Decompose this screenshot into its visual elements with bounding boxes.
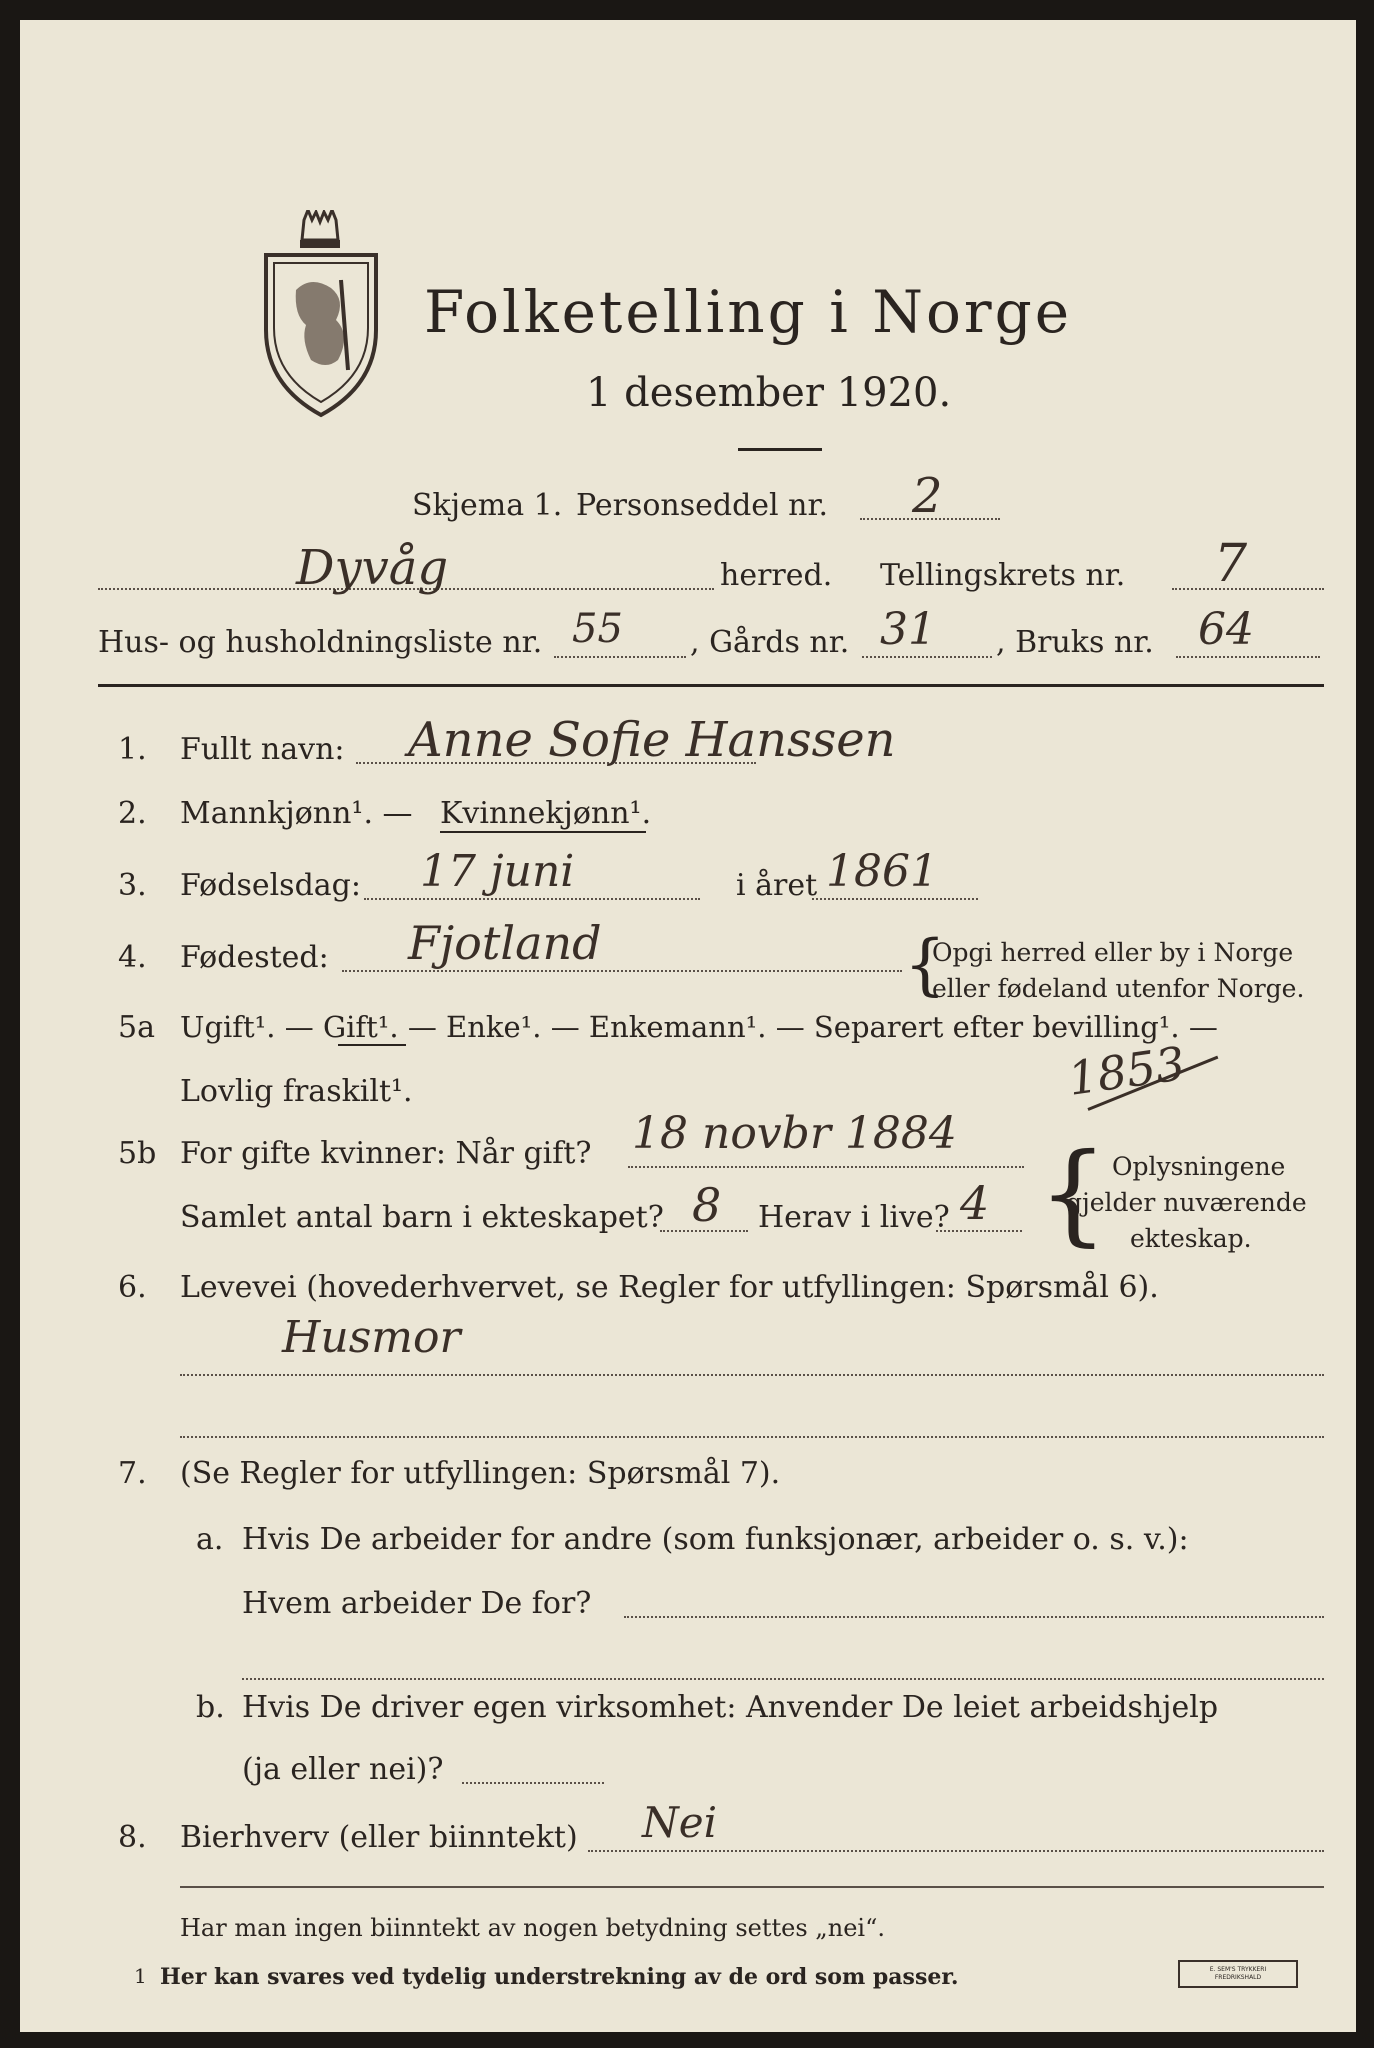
norwegian-coat-of-arms-icon <box>256 210 386 420</box>
married-when-line <box>628 1166 1024 1168</box>
employer-line2 <box>242 1678 1324 1680</box>
form-title: Folketelling i Norge <box>424 278 1073 346</box>
q7-label: (Se Regler for utfyllingen: Spørsmål 7). <box>180 1456 781 1491</box>
herred-label: herred. <box>720 558 833 593</box>
employer-line <box>624 1616 1324 1618</box>
side-income-value[interactable]: Nei <box>642 1798 718 1847</box>
skjema-label: Skjema 1. <box>412 488 563 523</box>
personseddel-value[interactable]: 2 <box>912 468 943 524</box>
male-option[interactable]: Mannkjønn¹. — <box>180 796 413 831</box>
bruks-label: , Bruks nr. <box>996 625 1154 660</box>
birthplace-note-line2: eller fødeland utenfor Norge. <box>932 974 1305 1003</box>
alive-label: Herav i live? <box>758 1200 950 1235</box>
q4-label: Fødested: <box>180 940 329 975</box>
footnote-mark: 1 <box>134 1964 147 1988</box>
birthplace-brace: { <box>904 926 946 1003</box>
year-value[interactable]: 1861 <box>826 846 938 897</box>
tellingskrets-label: Tellingskrets nr. <box>880 558 1126 593</box>
married-underline <box>338 1044 406 1046</box>
occupation-line2 <box>180 1436 1324 1438</box>
hus-value[interactable]: 55 <box>572 606 623 652</box>
female-underline <box>440 831 646 833</box>
personseddel-label: Personseddel nr. <box>576 488 829 523</box>
footer-note: Har man ingen biinntekt av nogen betydning settes „nei“. <box>180 1914 885 1942</box>
q3-label: Fødselsdag: <box>180 868 361 903</box>
q7b-letter: b. <box>196 1690 225 1725</box>
year-line <box>812 898 978 900</box>
marital-status-options[interactable]: Ugift¹. — Gift¹. — Enke¹. — Enkemann¹. — Separert efter bevilling¹. — <box>180 1010 1218 1044</box>
gards-line <box>862 656 992 658</box>
q7-number: 7. <box>118 1456 147 1491</box>
side-income-line <box>588 1850 1324 1852</box>
marriage-note-brace: { <box>1038 1129 1108 1257</box>
q1-number: 1. <box>118 732 147 767</box>
female-option[interactable]: Kvinnekjønn¹. <box>440 796 652 831</box>
alive-line <box>936 1230 1022 1232</box>
birthplace-value[interactable]: Fjotland <box>408 916 602 970</box>
census-form <box>20 20 1356 2032</box>
q7a-line2: Hvem arbeider De for? <box>242 1586 592 1621</box>
title-divider <box>738 448 822 451</box>
census-date: 1 desember 1920. <box>586 370 952 416</box>
birthplace-line <box>342 970 902 972</box>
gards-value[interactable]: 31 <box>880 604 936 655</box>
children-value[interactable]: 8 <box>692 1178 722 1232</box>
occupation-line1 <box>180 1374 1324 1376</box>
header-rule <box>98 684 1324 687</box>
year-label: i året <box>736 868 818 903</box>
gards-label: , Gårds nr. <box>690 625 850 660</box>
children-label: Samlet antal barn i ekteskapet? <box>180 1200 664 1235</box>
divorced-option[interactable]: Lovlig fraskilt¹. <box>180 1074 413 1109</box>
tellingskrets-value[interactable]: 7 <box>1214 534 1248 594</box>
birthday-line <box>364 898 700 900</box>
q8-number: 8. <box>118 1820 147 1855</box>
q7a-letter: a. <box>196 1522 224 1557</box>
marriage-note-line3: ekteskap. <box>1130 1224 1252 1253</box>
occupation-value[interactable]: Husmor <box>282 1312 461 1363</box>
married-when-label: For gifte kvinner: Når gift? <box>180 1136 592 1171</box>
hus-label: Hus- og husholdningsliste nr. <box>98 625 543 660</box>
printer-mark <box>1178 1960 1298 1988</box>
hus-line <box>554 656 686 658</box>
footer-rule <box>180 1886 1324 1888</box>
q5b-number: 5b <box>118 1136 157 1171</box>
q7a-line1: Hvis De arbeider for andre (som funksjonær, arbeider o. s. v.): <box>242 1522 1189 1557</box>
q7b-line2: (ja eller nei)? <box>242 1752 444 1787</box>
birthday-value[interactable]: 17 juni <box>420 846 575 897</box>
tellingskrets-line <box>1172 588 1324 590</box>
marriage-note-line1: Oplysningene <box>1112 1152 1286 1181</box>
q5a-number: 5a <box>118 1010 155 1045</box>
married-when-value[interactable]: 18 novbr 1884 <box>632 1108 957 1159</box>
herred-value[interactable]: Dyvåg <box>296 540 449 596</box>
printer-mark-text: E. SEM'S TRYKKERI FREDRIKSHALD <box>1209 1966 1267 1981</box>
hired-help-line <box>462 1782 604 1784</box>
q3-number: 3. <box>118 868 147 903</box>
bruks-line <box>1176 656 1320 658</box>
bruks-value[interactable]: 64 <box>1198 604 1254 655</box>
q4-number: 4. <box>118 940 147 975</box>
marriage-note-line2: gjelder nuværende <box>1066 1188 1307 1217</box>
alive-value[interactable]: 4 <box>960 1176 990 1230</box>
side-income-label: Bierhverv (eller biinntekt) <box>180 1820 578 1855</box>
q6-number: 6. <box>118 1270 147 1305</box>
q7b-line1: Hvis De driver egen virksomhet: Anvender De leiet arbeidshjelp <box>242 1690 1219 1725</box>
q2-number: 2. <box>118 796 147 831</box>
birthplace-note-line1: Opgi herred eller by i Norge <box>932 938 1294 967</box>
q1-label: Fullt navn: <box>180 732 345 767</box>
full-name-value[interactable]: Anne Sofie Hanssen <box>408 712 896 768</box>
footnote-text: Her kan svares ved tydelig understrekning av de ord som passer. <box>160 1964 959 1990</box>
marriage-year-margin-note: 1853 <box>1064 1036 1189 1106</box>
occupation-label: Levevei (hovederhvervet, se Regler for utfyllingen: Spørsmål 6). <box>180 1270 1159 1305</box>
